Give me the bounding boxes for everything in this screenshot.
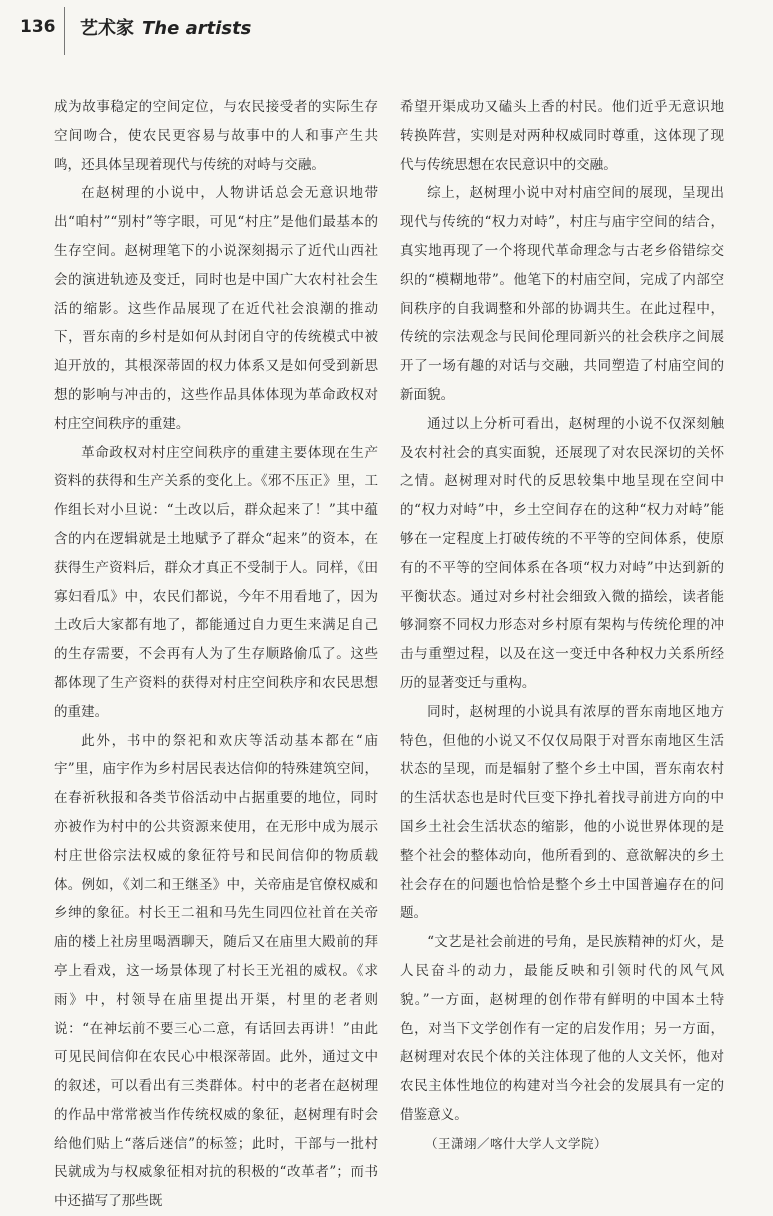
page-header xyxy=(0,0,773,62)
paragraph: 通过以上分析可看出，赵树理的小说不仅深刻触及农村社会的真实面貌，还展现了对农民深切的关怀之情。赵树理对时代的反思较集中地呈现在空间中的“权力对峙”中，乡土空间存在的这种“权力对峙”能够在一定程度上打破传统的不平等的空间体系，使原有的不平等的空间体系在各项“权力对峙”中达到新的平衡状态。通过对乡村社会细致入微的描绘，读者能够洞察不同权力形态对乡村原有架构与传统伦理的冲击与重塑过程，以及在这一变迁中各种权力关系所经历的显著变迁与重构。 xyxy=(400,415,724,691)
header-divider xyxy=(64,7,65,55)
paragraph: 革命政权对村庄空间秩序的重建主要体现在生产资料的获得和生产关系的变化上。《邪不压正》里，工作组长对小旦说：“土改以后，群众起来了！”其中蕴含的内在逻辑就是土地赋予了群众“起来”的资本，在获得生产资料后，群众才真正不受制于人。同样，《田寡妇看瓜》中，农民们都说，今年不用看地了，因为土改后大家都有地了，都能通过自力更生来满足自己的生存需要，不会再有人为了生存顺路偷瓜了。这些都体现了生产资料的获得对村庄空间秩序和农民思想的重建。 xyxy=(54,444,378,720)
paragraph: 成为故事稳定的空间定位，与农民接受者的实际生存空间吻合，使农民更容易与故事中的人和事产生共鸣，还具体呈现着现代与传统的对峙与交融。 xyxy=(54,99,378,173)
page-number: 136 xyxy=(20,17,56,37)
journal-title-en: The artists xyxy=(142,18,252,39)
paragraph: “文艺是社会前进的号角，是民族精神的灯火，是人民奋斗的动力，最能反映和引领时代的风气风貌。”一方面，赵树理的创作带有鲜明的中国本土特色，对当下文学创作有一定的启发作用；另一方面，赵树理对农民个体的关注体现了他的人文关怀，他对农民主体性地位的构建对当今社会的发展具有一定的借鉴意义。 xyxy=(400,934,724,1123)
journal-title xyxy=(80,14,251,40)
left-column xyxy=(54,93,378,1216)
paragraph: 综上，赵树理小说中对村庙空间的展现，呈现出现代与传统的“权力对峙”，村庄与庙宇空间的结合，真实地再现了一个将现代革命理念与古老乡俗错综交织的“模糊地带”。他笔下的村庙空间，完成了内部空间秩序的自我调整和外部的协调共生。在此过程中，传统的宗法观念与民间伦理同新兴的社会秩序之间展开了一场有趣的对话与交融，共同塑造了村庙空间的新面貌。 xyxy=(400,185,724,403)
paragraph: 此外，书中的祭祀和欢庆等活动基本都在“庙宇”里，庙宇作为乡村居民表达信仰的特殊建筑空间，在春祈秋报和各类节俗活动中占据重要的地位，同时亦被作为村中的公共资源来使用，在无形中成为展示村庄世俗宗法权威的象征符号和民间信仰的物质载体。例如，《刘二和王继圣》中，关帝庙是官僚权威和乡绅的象征。村长王二祖和马先生同四位社首在关帝庙的楼上社房里喝酒聊天，随后又在庙里大殿前的拜亭上看戏，这一场景体现了村长王光祖的威权。《求雨》中，村领导在庙里提出开渠，村里的老者则说：“在神坛前不要三心二意，有话回去再讲！”由此可见民间信仰在农民心中根深蒂固。此外，通过文中的叙述，可以看出有三类群体。村中的老者在赵树理的作品中常常被当作传统权威的象征，赵树理有时会给他们贴上“落后迷信”的标签；此时，干部与一批村民就成为与权威象征相对抗的积极的“改革者”；而书中还描写了那些既 xyxy=(54,732,378,1210)
author-signature: （王潇翊／喀什大学人文学院） xyxy=(425,1135,608,1151)
right-column xyxy=(400,93,724,1158)
paragraph: 同时，赵树理的小说具有浓厚的晋东南地区地方特色，但他的小说又不仅仅局限于对晋东南地区生活状态的呈现，而是辐射了整个乡土中国，晋东南农村的生活状态也是时代巨变下挣扎着找寻前进方向的中国乡土社会生活状态的缩影，他的小说世界体现的是整个社会的整体动向，他所看到的、意欲解决的乡土社会存在的问题也恰恰是整个乡土中国普遍存在的问题。 xyxy=(400,703,724,922)
paragraph: 希望开渠成功又磕头上香的村民。他们近乎无意识地转换阵营，实则是对两种权威同时尊重，这体现了现代与传统思想在农民意识中的交融。 xyxy=(400,99,724,173)
paragraph: 在赵树理的小说中，人物讲话总会无意识地带出“咱村”“别村”等字眼，可见“村庄”是他们最基本的生存空间。赵树理笔下的小说深刻揭示了近代山西社会的演进轨迹及变迁，同时也是中国广大农村社会生活的缩影。这些作品展现了在近代社会浪潮的推动下，晋东南的乡村是如何从封闭自守的传统模式中被迫开放的，其根深蒂固的权力体系又是如何受到新思想的影响与冲击的，这些作品具体体现为革命政权对村庄空间秩序的重建。 xyxy=(54,185,378,432)
journal-title-cn: 艺术家 xyxy=(80,18,134,39)
